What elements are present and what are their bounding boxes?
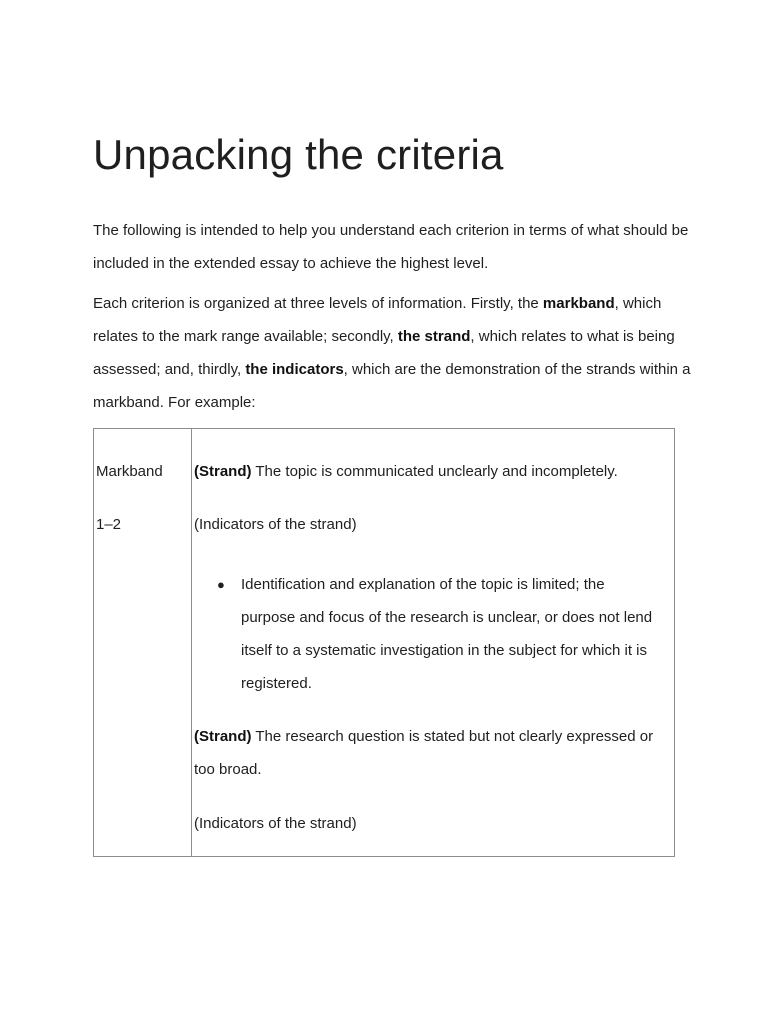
intro-paragraph: The following is intended to help you understand each criterion in terms of what should be included in the extended essay to achieve the highest level. [93, 222, 689, 272]
bullet-icon: ● [217, 577, 225, 592]
levels-text-2: , which relates to the mark range available; secondly, [93, 295, 662, 345]
strand-term: the strand [397, 328, 471, 345]
table-row [94, 429, 675, 857]
indicators-1: (Indicators of the strand) [194, 516, 357, 533]
markband-label: Markband [96, 463, 163, 480]
levels-paragraph [93, 287, 693, 419]
strand-2-text: The research question is stated but not clearly expressed or too broad. [194, 728, 654, 778]
markband-term: markband [542, 295, 615, 312]
strand-cell [192, 429, 675, 857]
indicators-2: (Indicators of the strand) [194, 815, 357, 832]
page-title: Unpacking the criteria [93, 131, 504, 178]
markband-range: 1–2 [96, 516, 122, 533]
example-table [93, 428, 675, 857]
strand-1 [194, 455, 618, 488]
strand-1-text: The topic is communicated unclearly and incompletely. [251, 463, 618, 480]
levels-text-1: Each criterion is organized at three levels of information. Firstly, the [93, 295, 543, 312]
bullet-item: Identification and explanation of the topic is limited; the purpose and focus of the research is unclear, or does not lend itself to a systematic investigation in the subject for which it is registered. [241, 576, 653, 692]
levels-text-3: , which relates to what is being assessed; and, thirdly, [93, 328, 675, 378]
levels-text-4: , which are the demonstration of the strands within a markband. For example: [93, 361, 691, 411]
markband-cell [94, 429, 192, 857]
strand-1-label: (Strand) [194, 463, 252, 480]
indicators-term: the indicators [245, 361, 344, 378]
strand-2 [194, 720, 664, 786]
strand-2-label: (Strand) [194, 728, 252, 745]
